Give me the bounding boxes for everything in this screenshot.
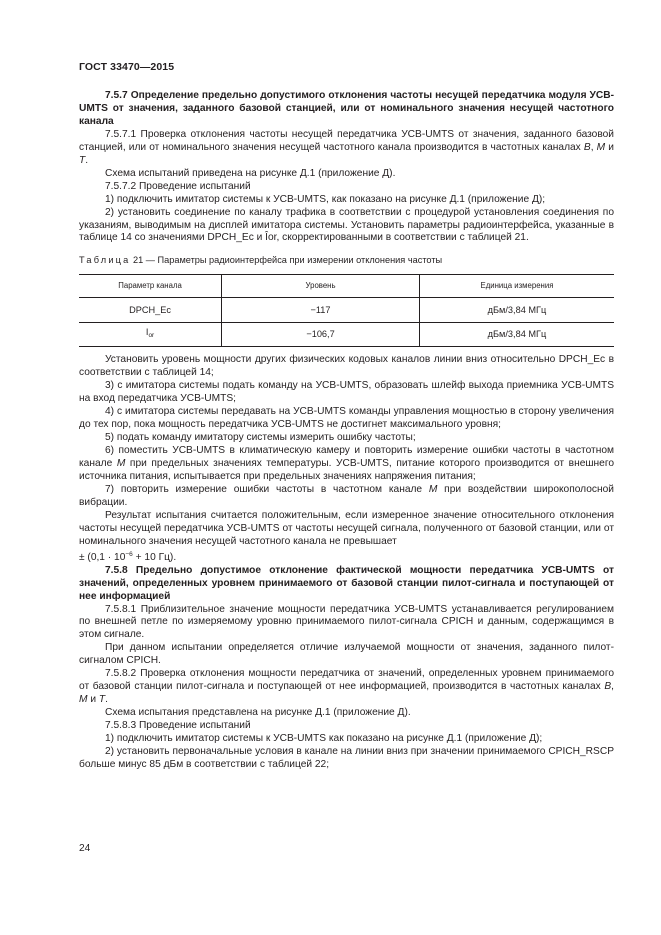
document-body (79, 90, 614, 772)
paragraph: 7.5.7.2 Проведение испытаний (105, 180, 251, 192)
table-header-cell: Параметр канала (79, 275, 222, 298)
paragraph: Схема испытания представлена на рисунке Д.1 (приложение Д). (105, 707, 411, 719)
paragraph: Результат испытания считается положительным, если измеренное значение относительного отклонения частоты несущей передатчика УСВ-UMTS от частоты несущей сигнала, полученного от базовой станции, или от номинального значения несущей частотного канала не превышает ± ($0,1 \cdot 10^{-6} + 10$ Гц). (79, 509, 614, 563)
table-cell: дБм/3,84 МГц (419, 298, 614, 323)
paragraph: 5) подать команду имитатору системы измерить ошибку частоты; (105, 432, 416, 444)
paragraph: 7.5.7.1 Проверка отклонения частоты несущей передатчика УСВ-UMTS от значения, заданного базовой станцией, или от номинального значения несущей частотного канала производится в частотных каналах B, M и T. (79, 128, 614, 166)
paragraph: 7.5.8.1 Приблизительное значение мощности передатчика УСВ-UMTS устанавливается регулированием по внешней петле по измеряемому уровню принимаемого пилот-сигнала CPICH и данным, содержащимся в этом сигнале. (79, 603, 614, 641)
paragraph: 1) подключить имитатор системы к УСВ-UMTS как показано на рисунке Д.1 (приложение Д); (105, 733, 543, 745)
document-header: ГОСТ 33470—2015 (79, 61, 175, 73)
table-row (79, 322, 614, 347)
table-cell: DPCH_Ec (79, 298, 222, 323)
section-heading-7-5-7: 7.5.7 Определение предельно допустимого отклонения частоты несущей передатчика модуля УСВ-UMTS от значения, заданного базовой станцией, или от номинального значения несущей частотного канала (79, 90, 614, 127)
table-row (79, 298, 614, 323)
table-cell: −117 (222, 298, 420, 323)
paragraph: 2) установить соединение по каналу трафика в соответствии с процедурой установления соединения по указаниям, выводимым на дисплей имитатора системы. Установить параметры радиоинтерфейса, указанные в таблице 14 со значениями DPCH_Ec и Îor, скорректированными в соответствии с таблицей 21. (79, 206, 614, 244)
table-cell: $I_{or}$ (79, 322, 222, 347)
paragraph: 2) установить первоначальные условия в канале на линии вниз при значении принимаемого CPICH_RSCP больше минус 85 дБм в соответствии с таблицей 22; (79, 745, 614, 770)
paragraph: 7) повторить измерение ошибки частоты в частотном канале M при воздействии широкополосной вибрации. (79, 483, 614, 508)
paragraph: 7.5.8.3 Проведение испытаний (105, 720, 251, 732)
parameters-table (79, 274, 614, 347)
table-cell: дБм/3,84 МГц (419, 322, 614, 347)
paragraph: Схема испытаний приведена на рисунке Д.1 (приложение Д). (105, 167, 396, 179)
tolerance-value: ± ($0,1 \cdot 10^{-6} + 10$ Гц). (79, 550, 177, 563)
paragraph: 7.5.8.2 Проверка отклонения мощности передатчика от значений, определенных уровнем принимаемого от базовой станции пилот-сигнала и поступающей от нее информацией, производится в частотных каналах B, M и T. (79, 668, 614, 706)
paragraph: 4) с имитатора системы передавать на УСВ-UMTS команды управления мощностью в сторону увеличения до тех пор, пока мощность передатчика УСВ-UMTS не достигнет максимального уровня; (79, 406, 614, 431)
paragraph: Установить уровень мощности других физических кодовых каналов линии вниз относительно DPCH_Ec в соответствии с таблицей 14; (79, 354, 614, 379)
table-header-cell: Уровень (222, 275, 420, 298)
paragraph: 3) с имитатора системы подать команду на УСВ-UMTS, образовать шлейф выхода приемника УСВ-UMTS на вход передатчика УСВ-UMTS; (79, 380, 614, 405)
table-header-row (79, 275, 614, 298)
paragraph: 6) поместить УСВ-UMTS в климатическую камеру и повторить измерение ошибки частоты в частотном канале M при предельных значениях температуры. УСВ-UMTS, питание которого производится от внешнего источника питания, испытывается при предельных значениях напряжения питания; (79, 445, 614, 482)
section-heading-7-5-8: 7.5.8 Предельно допустимое отклонение фактической мощности передатчика УСВ-UMTS от значений, определенных уровнем принимаемого от базовой станции пилот-сигнала и поступающей от нее информацией (79, 564, 614, 602)
paragraph: 1) подключить имитатор системы к УСВ-UMTS, как показано на рисунке Д.1 (приложение Д); (105, 193, 546, 205)
table-caption: Таблица 21 — Параметры радиоинтерфейса при измерении отклонения частоты (79, 255, 443, 266)
page-number: 24 (79, 843, 91, 854)
table-cell: −106,7 (222, 322, 420, 347)
table-header-cell: Единица измерения (419, 275, 614, 298)
paragraph: При данном испытании определяется отличие излучаемой мощности от значения, заданного пилот-сигналом CPICH. (79, 642, 614, 667)
